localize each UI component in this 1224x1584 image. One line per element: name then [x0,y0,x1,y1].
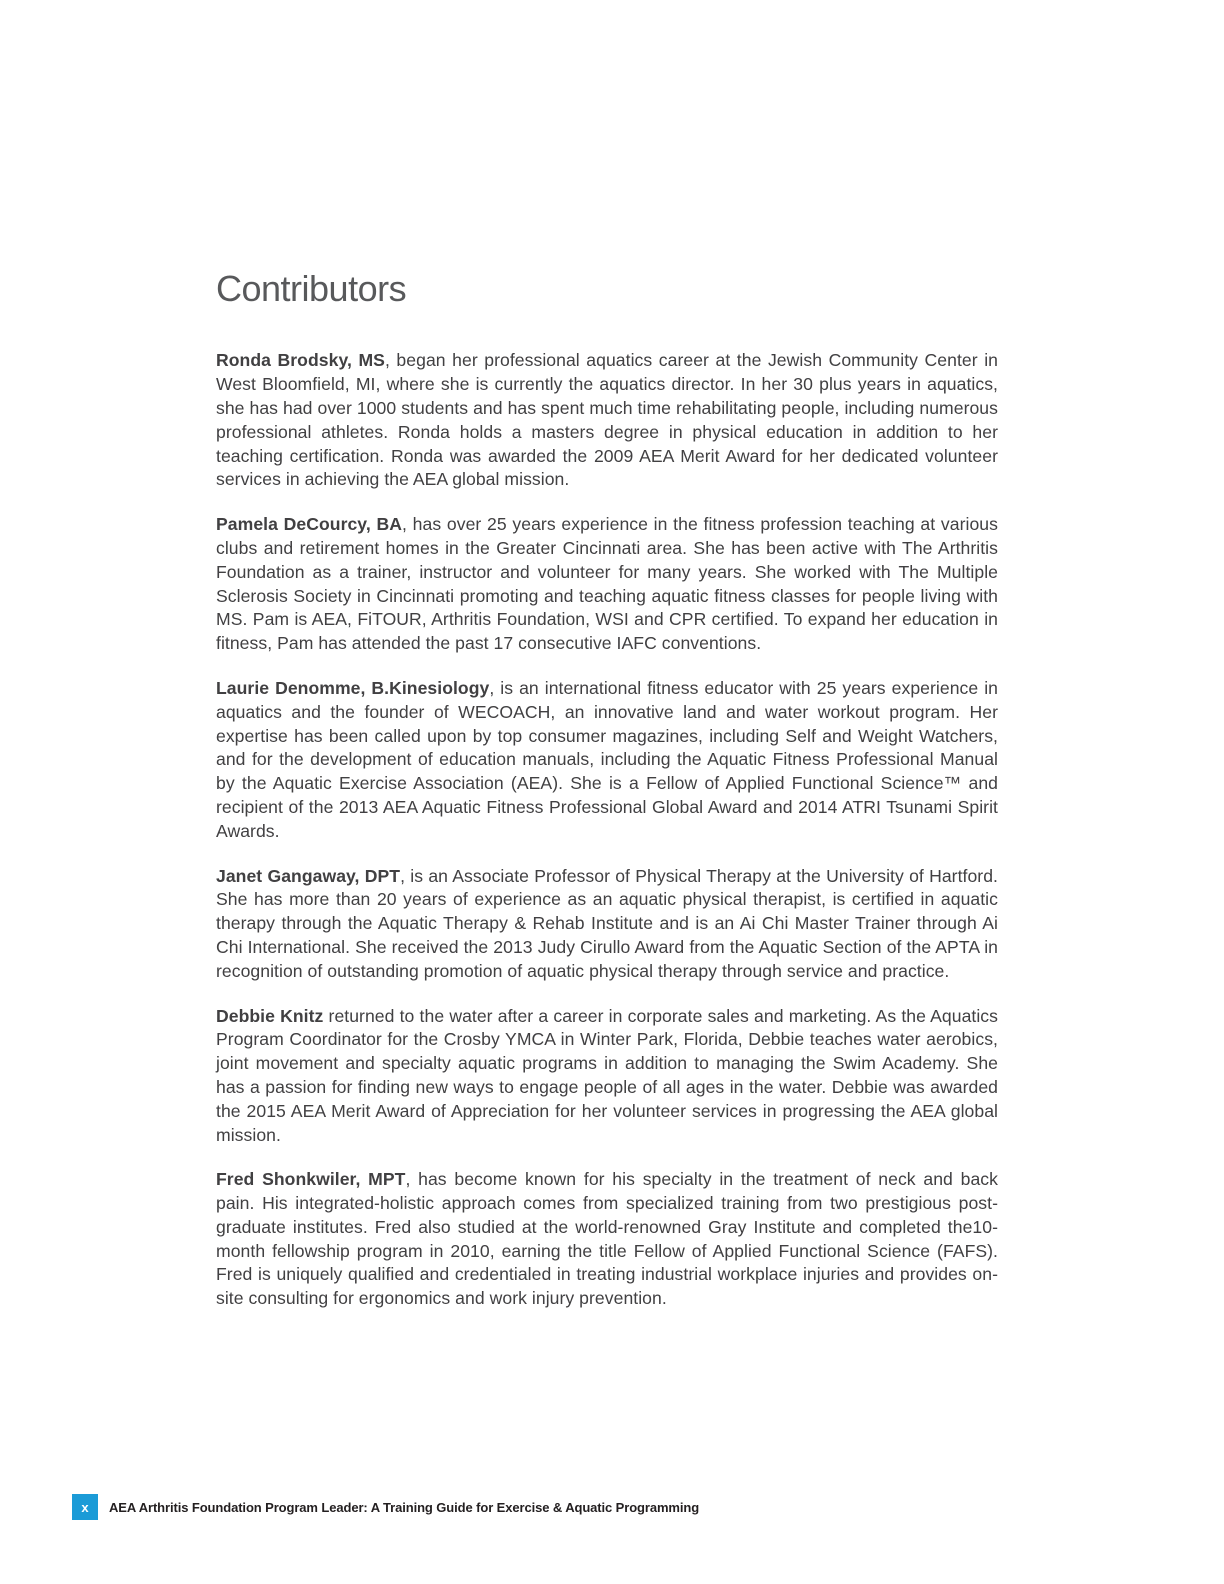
contributor-paragraph-pamela-decourcy [216,513,998,656]
contributor-name: Laurie Denomme, B.Kinesiology [216,677,490,698]
contributor-bio: , has become known for his specialty in the treatment of neck and back pain. His integrated-holistic approach comes from specialized training from two prestigious post-graduate institutes. Fred also studied at the world-renowned Gray Institute and completed the10-month fellowship program in 2010, earning the title Fellow of Applied Functional Science (FAFS). Fred is uniquely qualified and credentialed in treating industrial workplace injuries and provides on-site consulting for ergonomics and work injury prevention. [216,1169,999,1309]
contributor-bio: , is an international fitness educator with 25 years experience in aquatics and the founder of WECOACH, an innovative land and water workout program. Her expertise has been called upon by top consumer magazines, including Self and Weight Watchers, and for the development of education manuals, including the Aquatic Fitness Professional Manual by the Aquatic Exercise Association (AEA). She is a Fellow of Applied Functional Science™ and recipient of the 2013 AEA Aquatic Fitness Professional Global Award and 2014 ATRI Tsunami Spirit Awards. [216,677,998,841]
page-content [216,268,998,1311]
contributor-paragraph-fred-shonkwiler [216,1168,998,1311]
contributor-name: Janet Gangaway, DPT [216,865,401,886]
contributor-paragraph-janet-gangaway [216,865,998,984]
page-title: Contributors [216,268,407,309]
contributor-bio: , has over 25 years experience in the fitness profession teaching at various clubs and retirement homes in the Greater Cincinnati area. She has been active with The Arthritis Foundation as a trainer, instructor and volunteer for many years. She worked with The Multiple Sclerosis Society in Cincinnati promoting and teaching aquatic fitness classes for people living with MS. Pam is AEA, FiTOUR, Arthritis Foundation, WSI and CPR certified. To expand her education in fitness, Pam has attended the past 17 consecutive IAFC conventions. [216,514,998,654]
contributor-name: Fred Shonkwiler, MPT [216,1169,406,1190]
contributor-bio: returned to the water after a career in corporate sales and marketing. As the Aquatics Program Coordinator for the Crosby YMCA in Winter Park, Florida, Debbie teaches water aerobics, joint movement and specialty aquatic programs in addition to managing the Swim Academy. She has a passion for finding new ways to engage people of all ages in the water. Debbie was awarded the 2015 AEA Merit Award of Appreciation for her volunteer services in progressing the AEA global mission. [216,1005,998,1145]
footer-book-title: AEA Arthritis Foundation Program Leader: A Training Guide for Exercise & Aquatic Programming [109,1499,700,1515]
contributor-paragraph-debbie-knitz [216,1005,998,1148]
page-number-badge: x [72,1494,98,1520]
contributor-bio: , began her professional aquatics career at the Jewish Community Center in West Bloomfield, MI, where she is currently the aquatics director. In her 30 plus years in aquatics, she has had over 1000 students and has spent much time rehabilitating people, including numerous professional athletes. Ronda holds a masters degree in physical education in addition to her teaching certification. Ronda was awarded the 2009 AEA Merit Award for her dedicated volunteer services in achieving the AEA global mission. [216,350,998,490]
contributor-paragraph-laurie-denomme [216,677,998,844]
contributor-name: Ronda Brodsky, MS [216,350,385,371]
contributor-name: Pamela DeCourcy, BA [216,514,402,535]
contributor-paragraph-ronda-brodsky [216,349,998,492]
contributor-name: Debbie Knitz [216,1005,324,1026]
page-footer [72,1494,699,1520]
contributor-bio: , is an Associate Professor of Physical Therapy at the University of Hartford. She has more than 20 years of experience as an aquatic physical therapist, is certified in aquatic therapy through the Aquatic Therapy & Rehab Institute and is an Ai Chi Master Trainer through Ai Chi International. She received the 2013 Judy Cirullo Award from the Aquatic Section of the APTA in recognition of outstanding promotion of aquatic physical therapy through service and practice. [216,865,998,981]
